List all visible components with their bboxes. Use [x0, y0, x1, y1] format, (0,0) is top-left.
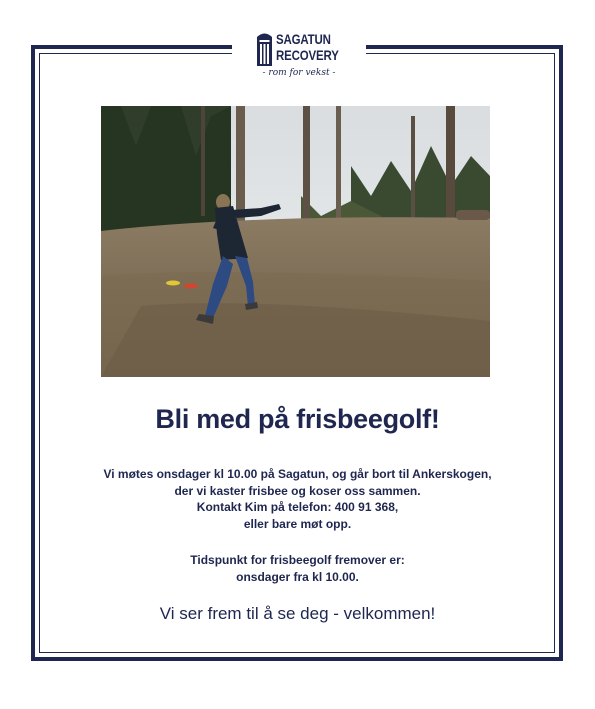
contact-line: Kontakt Kim på telefon: 400 91 368,: [196, 500, 399, 514]
info-paragraph: [0, 466, 595, 532]
schedule-line: onsdager fra kl 10.00.: [236, 569, 359, 584]
building-icon: [256, 31, 273, 67]
info-line: eller bare møt opp.: [243, 516, 352, 531]
info-line: der vi kaster frisbee og koser oss sammen.: [174, 483, 421, 498]
schedule-line: Tidspunkt for frisbeegolf fremover er:: [190, 553, 405, 567]
logo: [232, 28, 366, 84]
logo-line-2: RECOVERY: [276, 47, 339, 63]
frisbee-golf-photo: [101, 106, 490, 377]
closing-text: Vi ser frem til å se deg - velkommen!: [159, 604, 436, 623]
logo-tagline: - rom for vekst -: [262, 68, 336, 78]
logo-line-1: SAGATUN: [276, 31, 331, 47]
headline: Bli med på frisbeegolf!: [155, 404, 440, 434]
schedule-paragraph: [0, 552, 595, 585]
info-line: Vi møtes onsdager kl 10.00 på Sagatun, og går bort til Ankerskogen,: [103, 467, 492, 481]
